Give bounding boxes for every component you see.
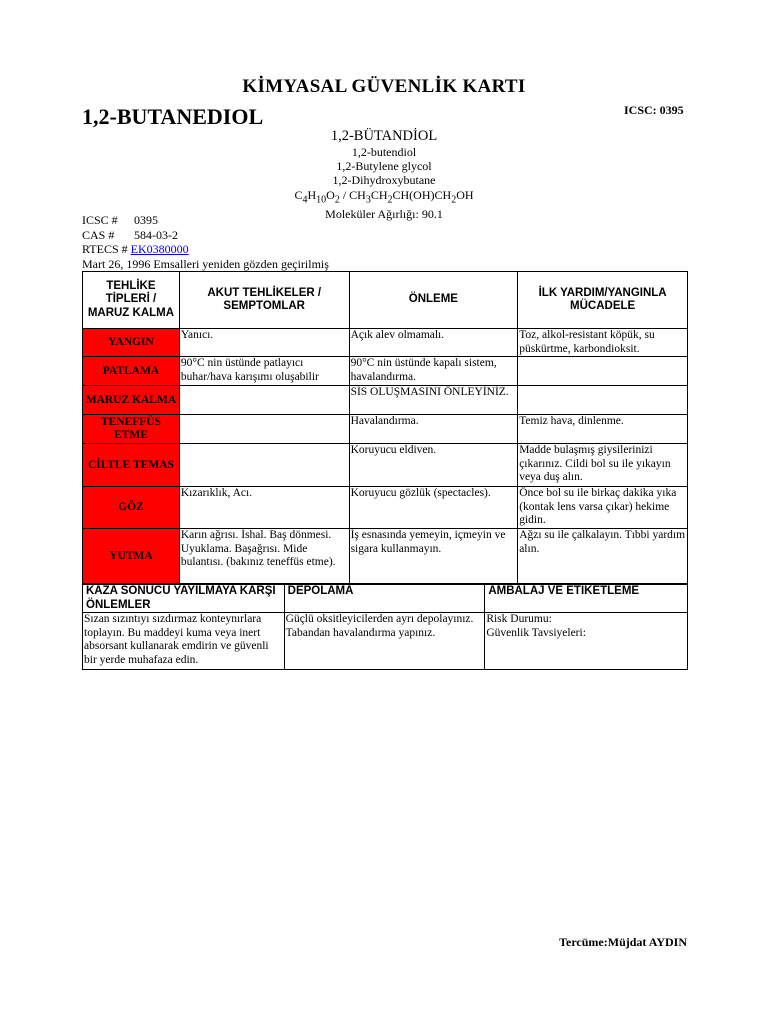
header-spillage: KAZA SONUCU YAYILMAYA KARŞI ÖNLEMLER	[83, 584, 285, 613]
prevention-cell: Açık alev olmamalı.	[349, 329, 518, 357]
first-aid-cell	[518, 357, 688, 386]
first-aid-cell: Toz, alkol-resistant köpük, su püskürtme, karbondioksit.	[518, 329, 688, 357]
acute-cell: 90°C nin üstünde patlayıcı buhar/hava karışımı oluşabilir	[179, 357, 349, 386]
chemical-names-block	[0, 128, 768, 221]
acute-cell: Kızarıklık, Acı.	[179, 487, 349, 529]
synonym: 1,2-Butylene glycol	[336, 159, 432, 174]
acute-cell	[179, 444, 349, 487]
hazard-type-cell: PATLAMA	[83, 357, 180, 386]
synonym: 1,2-butendiol	[351, 145, 417, 159]
header-hazard-type: TEHLİKE TİPLERİ / MARUZ KALMA	[83, 272, 180, 329]
table-row	[83, 529, 688, 585]
cas-value: 584-03-2	[134, 227, 178, 242]
table-row	[83, 444, 688, 487]
storage-cell: Güçlü oksitleyicilerden ayrı depolayınız. Tabandan havalandırma yapınız.	[284, 613, 485, 670]
header-packaging: AMBALAJ VE ETİKETLEME	[485, 584, 688, 613]
identifiers-block	[82, 213, 329, 271]
hazard-type-cell: MARUZ KALMA	[83, 386, 180, 415]
spillage-cell: Sızan sızıntıyı sızdırmaz konteynırlara toplayın. Bu maddeyi kuma veya inert absorsant kullanarak emdirin ve güvenli bir yerde muhafaza edin.	[83, 613, 285, 670]
icsc-value: 0395	[134, 213, 158, 227]
table-row	[83, 386, 688, 415]
prevention-cell: SİS OLUŞMASINI ÖNLEYİNİZ.	[349, 386, 518, 415]
table-row	[83, 487, 688, 529]
rtecs-link[interactable]: EK0380000	[130, 242, 189, 256]
chemical-name: 1,2-BUTANEDIOL	[82, 104, 264, 129]
prevention-cell: Koruyucu gözlük (spectacles).	[349, 487, 518, 529]
icsc-number-header: ICSC: 0395	[624, 103, 684, 117]
prevention-cell: İş esnasında yemeyin, içmeyin ve sigara kullanmayın.	[349, 529, 518, 585]
first-aid-cell: Önce bol su ile birkaç dakika yıka (kontak lens varsa çıkar) hekime gidin.	[518, 487, 688, 529]
header-storage: DEPOLAMA	[284, 584, 485, 613]
hazard-type-cell: TENEFFÜS ETME	[83, 415, 180, 444]
handling-table	[82, 583, 688, 670]
header-first-aid: İLK YARDIM/YANGINLA MÜCADELE	[518, 272, 688, 329]
acute-cell: Karın ağrısı. İshal. Baş dönmesi. Uyuklama. Başağrısı. Mide bulantısı. (bakınız teneffüs etme).	[179, 529, 349, 585]
table-row	[83, 329, 688, 357]
acute-cell: Yanıcı.	[179, 329, 349, 357]
acute-cell	[179, 386, 349, 415]
header-acute-hazards: AKUT TEHLİKELER / SEMPTOMLAR	[179, 272, 349, 329]
molecular-weight: Moleküler Ağırlığı: 90.1	[325, 207, 443, 222]
first-aid-cell: Madde bulaşmış giysilerinizi çıkarınız. Cildi bol su ile yıkayın veya duş alın.	[518, 444, 688, 487]
prevention-cell: Koruyucu eldiven.	[349, 444, 518, 487]
acute-cell	[179, 415, 349, 444]
turkish-name: 1,2-BÜTANDİOL	[330, 128, 438, 144]
table-row	[83, 415, 688, 444]
hazard-type-cell: YANGIN	[83, 329, 180, 357]
cas-label: CAS #	[82, 227, 115, 242]
prevention-cell: Havalandırma.	[349, 415, 518, 444]
hazard-type-cell: CİLTLE TEMAS	[83, 444, 180, 487]
header-prevention: ÖNLEME	[349, 272, 518, 329]
icsc-label: ICSC #	[82, 213, 118, 227]
hazard-type-cell: GÖZ	[83, 487, 180, 529]
page-title: KİMYASAL GÜVENLİK KARTI	[242, 76, 526, 97]
hazard-table	[82, 271, 688, 585]
first-aid-cell: Temiz hava, dinlenme.	[518, 415, 688, 444]
packaging-cell: Risk Durumu: Güvenlik Tavsiyeleri:	[485, 613, 688, 670]
rtecs-label: RTECS #	[82, 242, 128, 256]
hazard-type-cell: YUTMA	[83, 529, 180, 585]
revision-note: Mart 26, 1996 Emsalleri yeniden gözden geçirilmiş	[82, 256, 329, 271]
first-aid-cell: Ağzı su ile çalkalayın. Tıbbi yardım alın.	[518, 529, 688, 585]
prevention-cell: 90°C nin üstünde kapalı sistem, havalandırma.	[349, 357, 518, 386]
translator-credit: Tercüme:Müjdat AYDIN	[559, 935, 687, 949]
first-aid-cell	[518, 386, 688, 415]
table-row	[83, 357, 688, 386]
synonym: 1,2-Dihydroxybutane	[332, 173, 436, 188]
chemical-formula: $C_4H_{10}O_2 / CH_3CH_2CH(OH)CH_2OH$	[294, 187, 474, 205]
